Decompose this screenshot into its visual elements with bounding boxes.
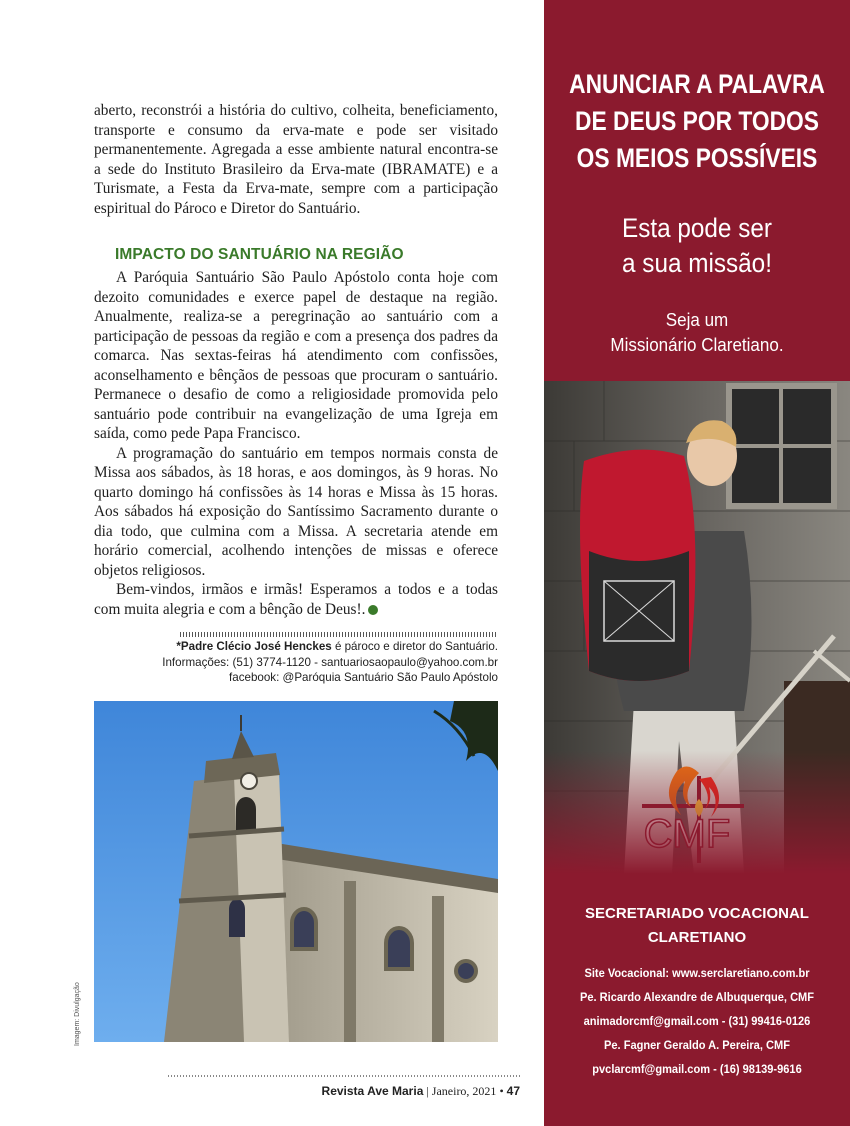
contact-name: Pe. Fagner Geraldo A. Pereira, CMF <box>604 1038 790 1052</box>
article-body <box>94 268 498 619</box>
ad-invitation-line: Seja um <box>665 309 729 330</box>
contact-info: Informações: (51) 3774-1120 - santuariosaopaulo@yahoo.com.br <box>162 655 498 669</box>
author-name: *Padre Clécio José Henckes <box>176 640 332 653</box>
closing-text: Bem-vindos, irmãos e irmãs! Esperamos a todos e a todas com muita alegria e com a bênção de Deus!. <box>94 581 498 618</box>
ad-organization-line: SECRETARIADO VOCACIONAL <box>585 905 809 922</box>
end-of-article-dot-icon <box>368 605 378 615</box>
vocational-site: Site Vocacional: www.serclaretiano.com.br <box>584 966 810 980</box>
contact-name: Pe. Ricardo Alexandre de Albuquerque, CMF <box>579 990 815 1004</box>
ad-invitation <box>556 307 838 357</box>
page-footer <box>168 1084 520 1099</box>
ad-subheadline <box>559 211 834 281</box>
ad-headline-line: ANUNCIAR A PALAVRA <box>569 69 825 99</box>
contact-email-phone: pvclarcmf@gmail.com - (16) 98139-9616 <box>592 1062 802 1076</box>
ad-subheadline-line: Esta pode ser <box>622 213 772 243</box>
church-photo <box>94 701 498 1042</box>
footer-divider <box>168 1075 520 1077</box>
section-heading: IMPACTO DO SANTUÁRIO NA REGIÃO <box>115 246 404 263</box>
photo-credit: Imagem: Divulgação <box>74 982 81 1046</box>
ad-subheadline-line: a sua missão! <box>622 248 772 278</box>
issue-date: Janeiro, 2021 <box>431 1084 497 1098</box>
article-intro-paragraph: aberto, reconstrói a história do cultivo, colheita, beneficiamento, transporte e consumo da erva-mate e pode ser visitado permanentemente. Agregada a esse ambiente natural encontra-se a sede do Instituto Brasileiro da Erva-mate (IBRAMATE) e a Turismate, a Festa da Erva-mate, sempre com a participação espiritual do Pároco e Diretor do Santuário. <box>94 102 498 217</box>
facebook-info: facebook: @Paróquia Santuário São Paulo Apóstolo <box>229 671 498 684</box>
author-credits <box>150 632 498 686</box>
article-paragraph <box>94 580 498 619</box>
footer-separator: | <box>426 1084 429 1098</box>
author-role: é pároco e diretor do Santuário. <box>331 640 498 653</box>
article-paragraph: A Paróquia Santuário São Paulo Apóstolo conta hoje com dezoito comunidades e exerce papel de destaque na região. Anualmente, realiza-se a peregrinação ao santuário com a participação de pessoas da região e com a presença dos padres da comarca. Nas sextas-feiras há atendimento com confissões, aconselhamento e bênçãos de pessoas que procuram o santuário. Permanece o desafio de como a religiosidade promovida pelo santuário pode contribuir na evangelização de uma Igreja em saída, como pede Papa Francisco. <box>94 269 498 442</box>
ad-organization-line: CLARETIANO <box>647 929 747 946</box>
article-paragraph: A programação do santuário em tempos normais consta de Missa aos sábados, às 18 horas, e aos domingos, às 9 horas. No quarto domingo há confissões às 14 horas e Missa às 15 horas. Aos sábados há exposição do Santíssimo Sacramento durante o dia todo, que culmina com a Missa. A secretaria atende em horário comercial, acolhendo intenções de missas e oferece objetos religiosos. <box>94 444 498 579</box>
magazine-name: Revista Ave Maria <box>321 1084 424 1098</box>
ad-headline-line: OS MEIOS POSSÍVEIS <box>576 143 818 173</box>
ad-invitation-line: Missionário Claretiano. <box>610 334 784 355</box>
contact-email-phone: animadorcmf@gmail.com - (31) 99416-0126 <box>583 1014 811 1028</box>
ad-headline-line: DE DEUS POR TODOS <box>575 106 819 136</box>
ad-headline <box>565 66 828 177</box>
ad-organization <box>544 902 850 950</box>
ad-contacts <box>559 961 834 1081</box>
page-number: 47 <box>506 1084 520 1098</box>
credits-divider <box>180 632 498 637</box>
claretian-vocation-ad <box>544 0 850 1126</box>
footer-bullet: • <box>499 1084 504 1098</box>
backpacker-photo <box>544 381 850 874</box>
